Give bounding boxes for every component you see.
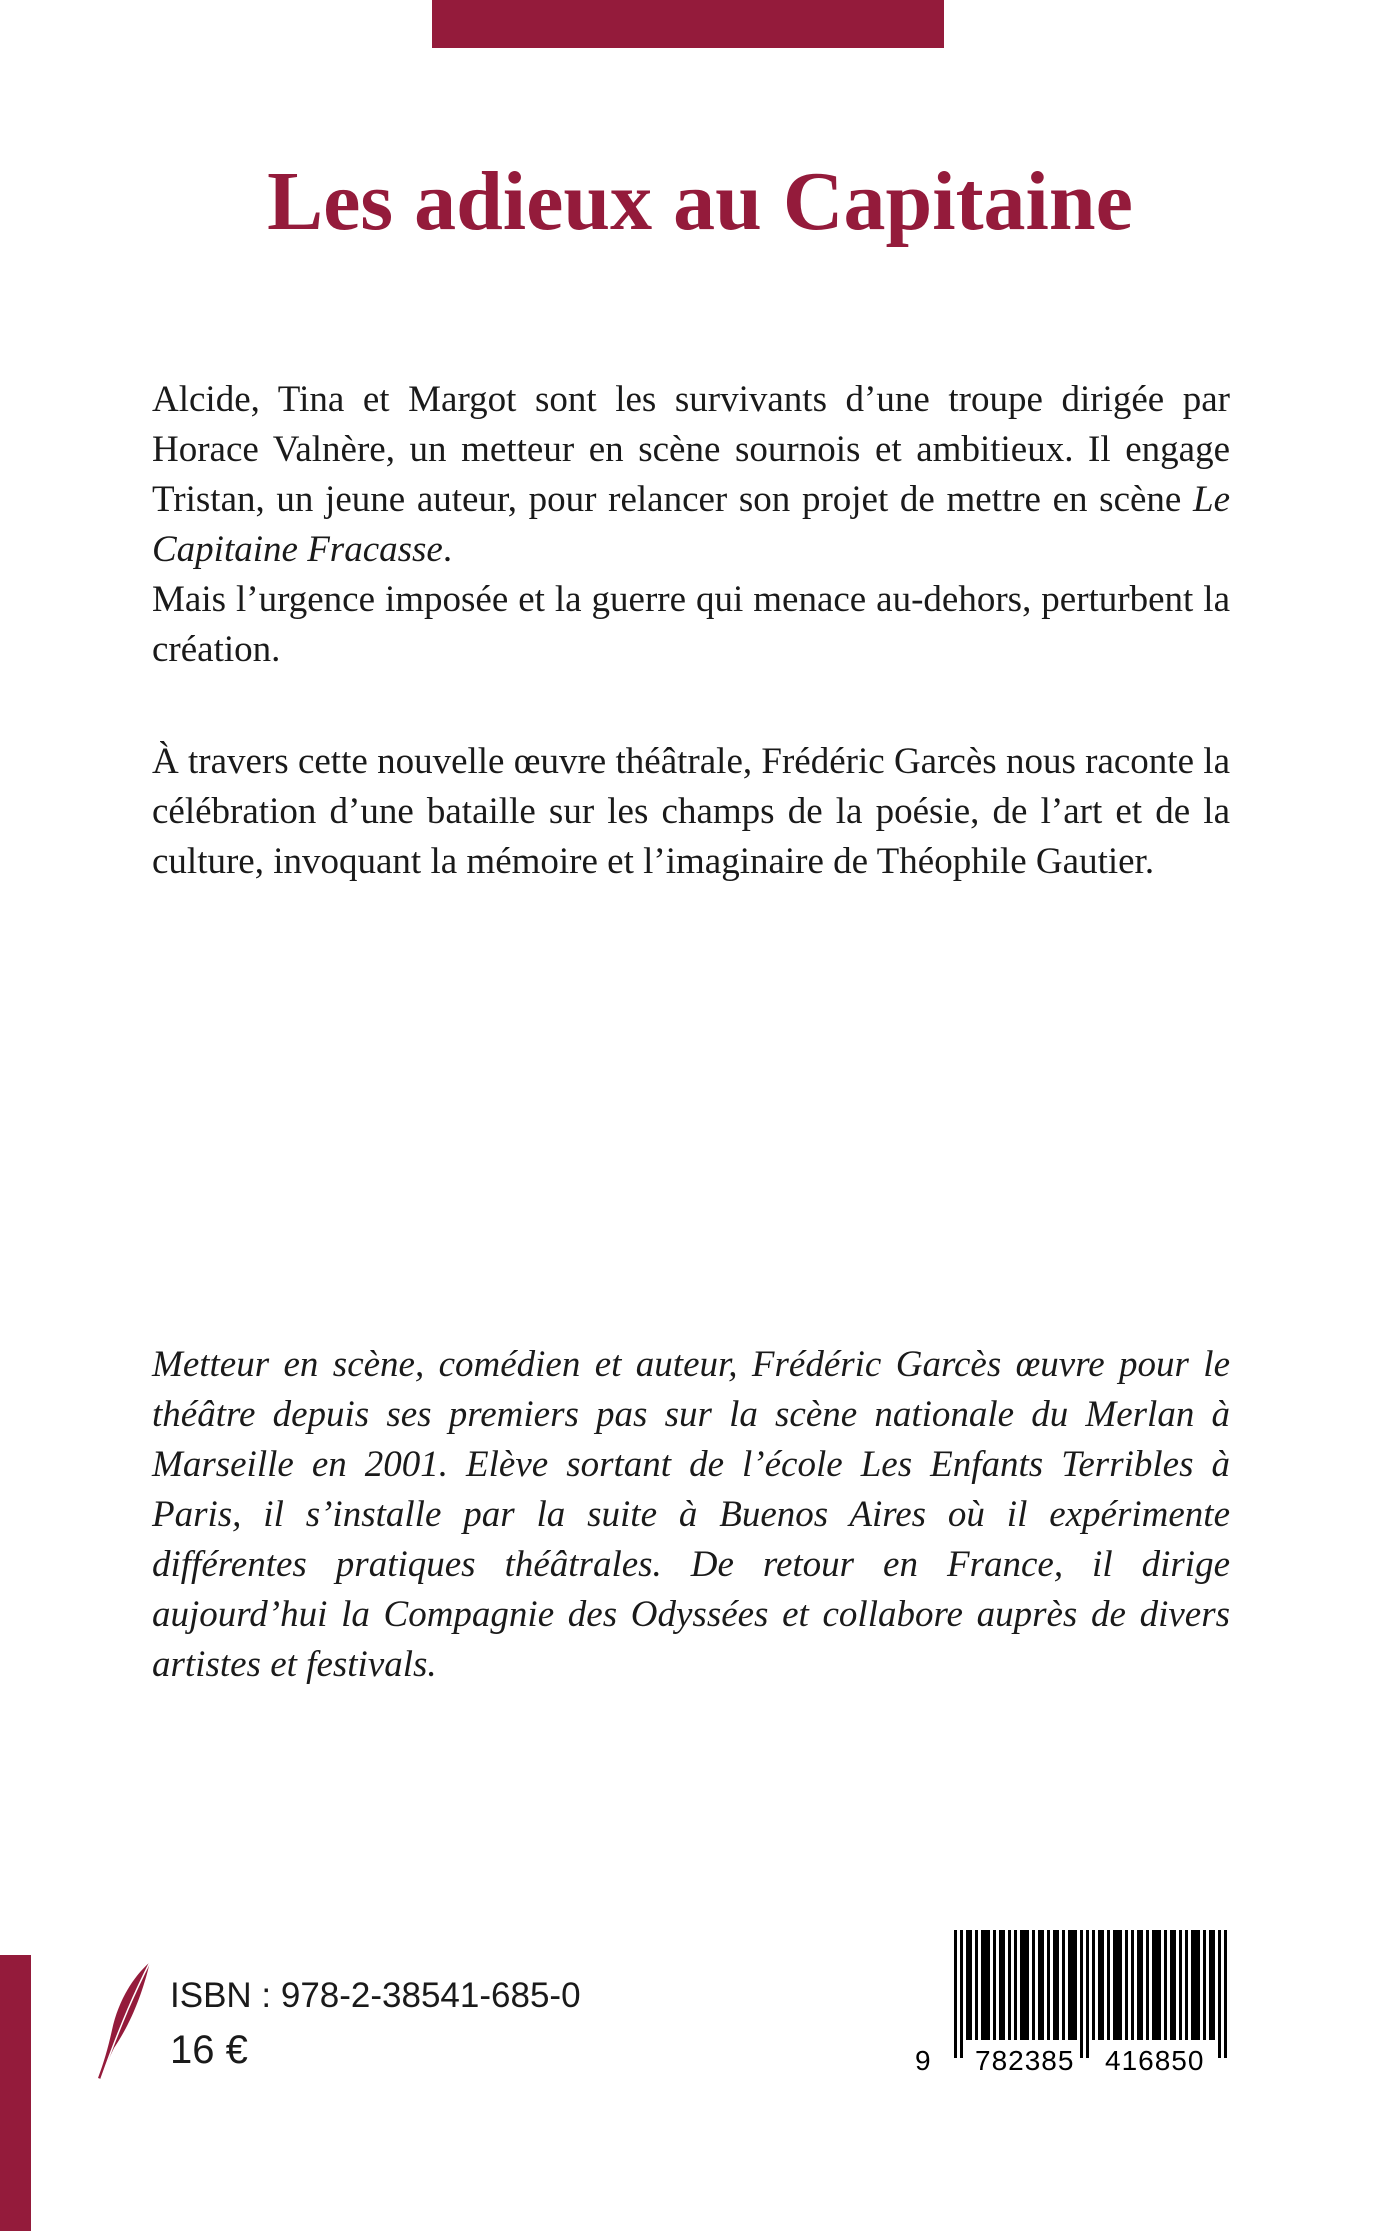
top-accent-band (432, 0, 944, 48)
intro-paragraph: À travers cette nouvelle œuvre théâtrale, Frédéric Garcès nous raconte la célébration d’une bataille sur les champs de la poésie, de l’art et de la culture, invoquant la mémoire et l’imaginaire de Théophile Gautier. (152, 741, 1230, 882)
feather-icon (92, 1960, 158, 2080)
summary-text-after-title: . (442, 529, 453, 570)
side-accent-band (0, 1955, 31, 2231)
summary-text-before-title: Alcide, Tina et Margot sont les survivants d’une troupe dirigée par Horace Valnère, un metteur en scène sournois et ambitieux. Il engage Tristan, un jeune auteur, pour relancer son projet de mettre en scène (152, 379, 1230, 520)
barcode-right-digits: 416850 (1105, 2045, 1205, 2076)
summary-paragraph-2: Mais l’urgence imposée et la guerre qui menace au-dehors, perturbent la création. (152, 579, 1230, 670)
intro-text (152, 737, 1230, 887)
price-label: 16 € (170, 2028, 248, 2072)
barcode-left-digits: 782385 (975, 2045, 1075, 2076)
isbn-label: ISBN : 978-2-38541-685-0 (170, 1976, 581, 2015)
author-bio (152, 1340, 1230, 1690)
author-bio-paragraph: Metteur en scène, comédien et auteur, Frédéric Garcès œuvre pour le théâtre depuis ses premiers pas sur la scène nationale du Merlan à Marseille en 2001. Elève sortant de l’école Les Enfants Terribles à Paris, il s’installe par la suite à Buenos Aires où il expérimente différentes pratiques théâtrales. De retour en France, il dirige aujourd’hui la Compagnie des Odyssées et collabore auprès de divers artistes et festivals. (152, 1344, 1230, 1685)
book-title: Les adieux au Capitaine (267, 155, 1133, 248)
barcode (915, 1930, 1245, 2080)
summary-text (152, 375, 1230, 675)
summary-paragraph-1 (152, 375, 1230, 575)
barcode-lead-digit: 9 (915, 2045, 931, 2076)
play-title: Le Capitaine Fracasse (152, 479, 1230, 570)
barcode-bars (954, 1930, 1227, 2058)
